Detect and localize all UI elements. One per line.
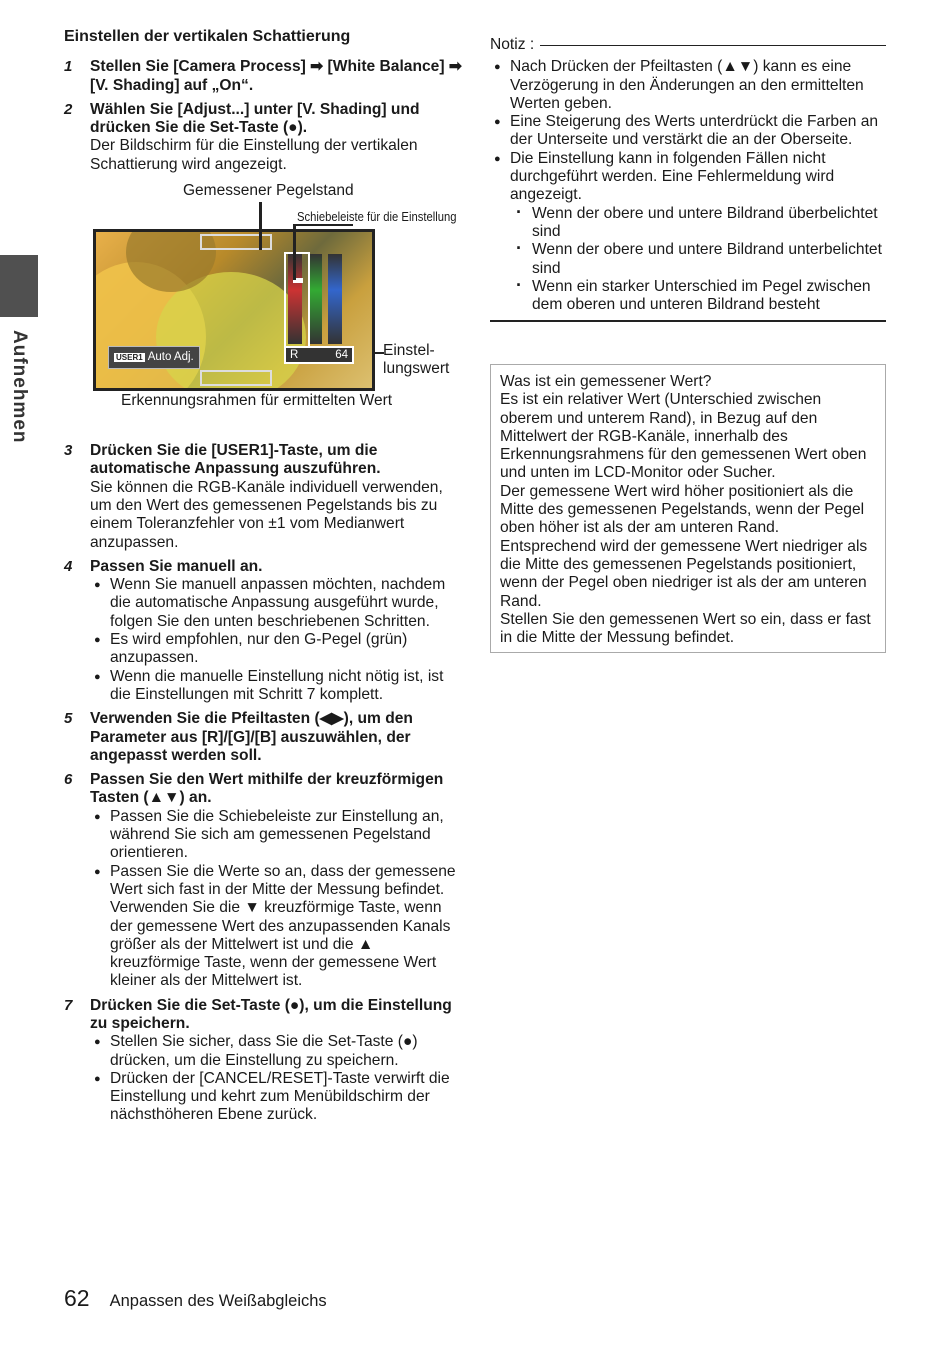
- notes-section: [490, 36, 886, 322]
- section-title: Einstellen der vertikalen Schattierung: [64, 28, 351, 45]
- step-heading: Verwenden Sie die Pfeiltasten (◀▶), um den Parameter aus [R]/[G]/[B] auszuwählen, der angepasst werden soll.: [90, 710, 413, 764]
- step-heading: Passen Sie manuell an.: [90, 557, 263, 575]
- bullet-item: ● Stellen Sie sicher, dass Sie die Set-Taste (●) drücken, um die Einstellung zu speichern.: [90, 1033, 464, 1070]
- section-tab-marker: [0, 255, 38, 317]
- note-item: ● Die Einstellung kann in folgenden Fällen nicht durchgeführt werden. Eine Fehlermeldung wird angezeigt. · Wenn der obere und untere Bildrand überbelichtet sind · Wenn der obere und untere Bildrand unterbelichtet sind · Wenn ein starker Unterschied im Pegel zwischen dem oberen und unteren Bildrand besteht: [490, 150, 886, 315]
- footer-title: Anpassen des Weißabgleichs: [109, 1292, 327, 1310]
- step-number: 3: [64, 442, 73, 460]
- info-paragraph: Es ist ein relativer Wert (Unterschied zwischen oberem und unterem Rand), in Bezug auf den Mittelwert der RGB-Kanäle, innerhalb des Erkennungsrahmens für den gemessenen Wert oben und unten im LCD-Monitor oder Sucher.: [500, 391, 867, 482]
- notes-bullets: [490, 58, 886, 314]
- note-sub-item: · Wenn ein starker Unterschied im Pegel zwischen dem oberen und unteren Bildrand besteht: [510, 278, 886, 315]
- note-item: ● Eine Steigerung des Werts unterdrückt die Farben an der Unterseite und verstärkt die an der Oberseite.: [490, 113, 886, 150]
- step-number: 4: [64, 557, 73, 575]
- step-bullets: [90, 808, 464, 991]
- page-footer: [64, 1285, 327, 1312]
- measured-level-box: [284, 252, 310, 350]
- detection-frame-bottom: [200, 370, 272, 386]
- step-2: [64, 101, 464, 432]
- step-bullets: [90, 1033, 464, 1124]
- step-number: 6: [64, 771, 73, 789]
- label-detection-frame: Erkennungsrahmen für ermittelten Wert: [121, 392, 393, 410]
- step-number: 2: [64, 100, 73, 118]
- label-slider: Schiebeleiste für die Einstellung: [297, 210, 457, 225]
- left-column: [64, 28, 464, 1131]
- meter-g: [308, 254, 322, 344]
- info-box: [490, 364, 886, 653]
- note-sub-bullets: [510, 205, 886, 315]
- auto-adj-indicator: USER1 Auto Adj.: [108, 346, 200, 369]
- info-paragraph: Entsprechend wird der gemessene Wert niedriger als die Mitte des gemessenen Pegelstands positioniert, wenn der Pegel oben niedriger ist als der am unteren Rand.: [500, 537, 868, 610]
- notes-end-rule: [490, 320, 886, 322]
- bullet-item: ● Drücken der [CANCEL/RESET]-Taste verwirft die Einstellung und kehrt zum Menübildschirm der nächsthöheren Ebene zurück.: [90, 1070, 464, 1125]
- notes-heading-row: [490, 36, 886, 54]
- v-shading-figure: [64, 180, 464, 432]
- section-tab-label: Aufnehmen: [9, 330, 30, 444]
- bullet-item: ● Passen Sie die Schiebeleiste zur Einstellung an, während Sie sich am gemessenen Pegelstand orientieren.: [90, 808, 464, 863]
- note-sub-item: · Wenn der obere und untere Bildrand überbelichtet sind: [510, 205, 886, 242]
- setting-value-box: R 64: [284, 346, 354, 364]
- step-number: 7: [64, 996, 73, 1014]
- step-4: [64, 558, 464, 704]
- step-heading: Wählen Sie [Adjust...] unter [V. Shading] und drücken Sie die Set-Taste (●).: [90, 100, 420, 137]
- info-paragraph: Der gemessene Wert wird höher positioniert als die Mitte des gemessenen Pegelstands, wenn der Pegel oben höher ist als der am unteren Rand.: [500, 482, 865, 537]
- info-paragraph: Stellen Sie den gemessenen Wert so ein, dass er fast in die Mitte der Messung befindet.: [500, 610, 871, 647]
- label-setting-2: lungswert: [383, 360, 450, 378]
- step-body: Sie können die RGB-Kanäle individuell verwenden, um den Wert des gemessenen Pegelstands bis zu einem Toleranzfehler von ±1 vom Medianwert anzupassen.: [90, 478, 443, 551]
- lcd-screen-image: [93, 229, 375, 391]
- note-sub-item: · Wenn der obere und untere Bildrand unterbelichtet sind: [510, 241, 886, 278]
- step-3: [64, 442, 464, 552]
- note-item: ● Nach Drücken der Pfeiltasten (▲▼) kann es eine Verzögerung in den Änderungen an den ermittelten Werten geben.: [490, 58, 886, 113]
- step-number: 5: [64, 710, 73, 728]
- step-7: [64, 997, 464, 1125]
- label-measured-level: Gemessener Pegelstand: [183, 182, 354, 200]
- info-question: Was ist ein gemessener Wert?: [500, 373, 712, 390]
- step-5: [64, 710, 464, 765]
- step-number: 1: [64, 58, 73, 76]
- step-body: Der Bildschirm für die Einstellung der vertikalen Schattierung wird angezeigt.: [90, 137, 418, 173]
- bullet-item: ● Es wird empfohlen, nur den G-Pegel (grün) anzupassen.: [90, 631, 464, 668]
- step-heading: Drücken Sie die Set-Taste (●), um die Einstellung zu speichern.: [90, 996, 452, 1032]
- step-heading: Stellen Sie [Camera Process] ➡ [White Balance] ➡ [V. Shading] auf „On“.: [90, 58, 462, 94]
- step-heading: Passen Sie den Wert mithilfe der kreuzförmigen Tasten (▲▼) an.: [90, 771, 444, 807]
- notes-heading: Notiz :: [490, 36, 535, 53]
- step-1: [64, 58, 464, 95]
- bullet-item: ● Wenn die manuelle Einstellung nicht nötig ist, ist die Einstellungen mit Schritt 7 komplett.: [90, 668, 464, 705]
- step-heading: Drücken Sie die [USER1]-Taste, um die automatische Anpassung auszuführen.: [90, 442, 381, 478]
- bullet-item: ● Passen Sie die Werte so an, dass der gemessene Wert sich fast in der Mitte der Messung befindet. Verwenden Sie die ▼ kreuzförmige Taste, wenn der gemessene Wert des anzupassenden Kanals größer als der Mittelwert ist und die ▲ kreuzförmige Taste, wenn der gemessene Wert kleiner als der Mittelwert ist.: [90, 863, 464, 991]
- step-6: [64, 771, 464, 991]
- bullet-item: ● Wenn Sie manuell anpassen möchten, nachdem die automatische Anpassung ausgeführt wurde, folgen Sie den unten beschriebenen Schritten.: [90, 576, 464, 631]
- meter-b: [328, 254, 342, 344]
- step-bullets: [90, 576, 464, 704]
- notes-heading-rule: [540, 45, 886, 46]
- page-number: 62: [64, 1285, 90, 1311]
- label-setting-1: Einstel-: [383, 342, 435, 360]
